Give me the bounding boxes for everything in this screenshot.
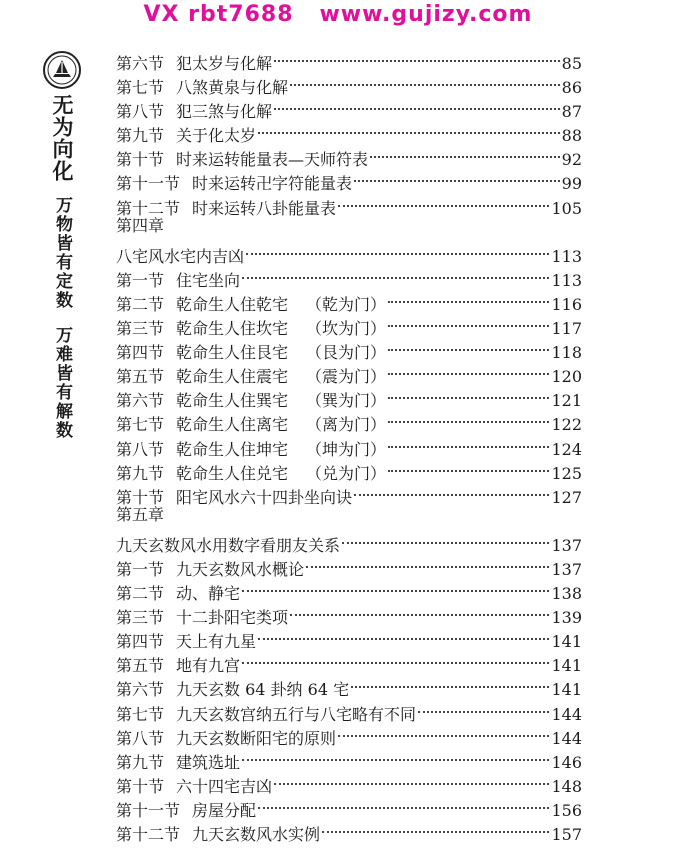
watermark: VX rbt7688 www.gujizy.com: [143, 2, 533, 27]
dot-leader: [290, 599, 549, 623]
section-title: 地有九宫: [176, 656, 241, 676]
section-number: 第六节: [116, 680, 165, 700]
page-number: 137: [551, 559, 582, 579]
section-number: 第十节: [116, 150, 165, 170]
emblem-icon: [42, 50, 82, 90]
section-title: 乾命生人住乾宅: [176, 294, 289, 314]
page-number: 118: [551, 343, 582, 363]
section-number: 第八节: [116, 728, 165, 748]
page-number: 120: [551, 367, 582, 387]
dot-leader: [354, 165, 560, 189]
section-title: 房屋分配: [192, 800, 257, 820]
page-number: 105: [551, 198, 582, 218]
section-number: 第七节: [116, 704, 165, 724]
section-title: 关于化太岁: [176, 126, 257, 146]
section-number: 第六节: [116, 54, 165, 73]
dot-leader: [388, 310, 549, 334]
dot-leader: [290, 69, 560, 93]
section-title: 九天玄数风水概论: [176, 559, 305, 579]
page-number: 113: [551, 270, 582, 290]
section-number: 第九节: [116, 752, 165, 772]
series-title: 无为向化: [50, 94, 74, 182]
dot-leader: [274, 768, 549, 792]
page-number: 138: [551, 584, 582, 604]
page-number: 141: [551, 680, 582, 700]
dot-leader: [322, 816, 549, 840]
page-number: 156: [551, 800, 582, 820]
page-number: 146: [551, 752, 582, 772]
toc-entry: [116, 214, 582, 238]
section-number: 第七节: [116, 415, 165, 435]
page-number: 125: [551, 463, 582, 483]
section-number: 第十二节: [116, 198, 181, 218]
section-note: （坎为门）: [306, 319, 387, 339]
sidebar: [40, 50, 84, 440]
dot-leader: [388, 382, 549, 406]
dot-leader: [242, 575, 549, 599]
section-note: （震为门）: [306, 367, 387, 387]
dot-leader: [388, 358, 549, 382]
page-number: 117: [551, 319, 582, 339]
section-number: 第五节: [116, 367, 165, 387]
motto-1: 万物皆有定数: [52, 196, 72, 310]
page-number: 87: [561, 102, 582, 122]
dot-leader: [388, 334, 549, 358]
dot-leader: [351, 671, 549, 695]
dot-leader: [370, 141, 560, 165]
section-title: 乾命生人住兑宅: [176, 463, 289, 483]
section-number: 第八节: [116, 102, 165, 122]
page-number: 144: [551, 728, 582, 748]
section-note: （艮为门）: [306, 343, 387, 363]
section-number: 第十节: [116, 487, 165, 507]
section-number: 第十节: [116, 776, 165, 796]
section-title: 犯太岁与化解: [176, 54, 273, 73]
dot-leader: [258, 117, 560, 141]
section-title: 阳宅风水六十四卦坐向诀: [176, 487, 353, 507]
page-number: 85: [561, 54, 582, 73]
section-number: 第二节: [116, 294, 165, 314]
section-title: 住宅坐向: [176, 270, 241, 290]
table-of-contents: [116, 45, 582, 844]
section-number: 第十二节: [116, 825, 181, 844]
dot-leader: [418, 696, 549, 720]
section-note: （兑为门）: [306, 463, 387, 483]
page-number: 121: [551, 391, 582, 411]
dot-leader: [274, 45, 560, 69]
page-number: 124: [551, 439, 582, 459]
chapter-title: 八宅风水宅内吉凶: [116, 246, 245, 266]
section-number: 第二节: [116, 584, 165, 604]
section-title: 时来运转八卦能量表: [192, 198, 337, 218]
section-number: 第三节: [116, 608, 165, 628]
page-number: 148: [551, 776, 582, 796]
dot-leader: [342, 527, 549, 551]
toc-entry: [116, 527, 582, 555]
section-title: 九天玄数风水实例: [192, 825, 321, 844]
section-title: 犯三煞与化解: [176, 102, 273, 122]
chapter-title: 第四章: [116, 215, 165, 235]
section-number: 第五节: [116, 656, 165, 676]
section-number: 第九节: [116, 463, 165, 483]
section-note: （乾为门）: [306, 294, 387, 314]
page-number: 86: [561, 78, 582, 98]
dot-leader: [242, 262, 549, 286]
dot-leader: [274, 93, 560, 117]
section-number: 第八节: [116, 439, 165, 459]
section-number: 第一节: [116, 559, 165, 579]
section-title: 时来运转卍字符能量表: [192, 174, 353, 194]
section-title: 乾命生人住离宅: [176, 415, 289, 435]
section-title: 建筑选址: [176, 752, 241, 772]
section-title: 十二卦阳宅类项: [176, 608, 289, 628]
section-title: 时来运转能量表—天师符表: [176, 150, 369, 170]
section-title: 乾命生人住震宅: [176, 367, 289, 387]
dot-leader: [338, 720, 549, 744]
toc-entry: [116, 45, 582, 73]
chapter-title: 第五章: [116, 504, 165, 524]
section-title: 乾命生人住艮宅: [176, 343, 289, 363]
section-number: 第四节: [116, 343, 165, 363]
page-number: 141: [551, 656, 582, 676]
page-number: 122: [551, 415, 582, 435]
dot-leader: [354, 479, 549, 503]
dot-leader: [258, 623, 549, 647]
section-title: 九天玄数断阳宅的原则: [176, 728, 337, 748]
section-note: （巽为门）: [306, 391, 387, 411]
section-title: 九天玄数 64 卦纳 64 宅: [176, 680, 350, 700]
section-number: 第十一节: [116, 800, 181, 820]
page-number: 127: [551, 487, 582, 507]
page-number: 157: [551, 825, 582, 844]
page-number: 99: [561, 174, 582, 194]
section-title: 天上有九星: [176, 632, 257, 652]
section-note: （坤为门）: [306, 439, 387, 459]
section-title: 九天玄数宫纳五行与八宅略有不同: [176, 704, 417, 724]
page-number: 139: [551, 608, 582, 628]
section-number: 第一节: [116, 270, 165, 290]
toc-entry: [116, 190, 582, 218]
dot-leader: [338, 190, 549, 214]
section-title: 乾命生人住坤宅: [176, 439, 289, 459]
dot-leader: [388, 286, 549, 310]
dot-leader: [388, 406, 549, 430]
dot-leader: [242, 744, 549, 768]
section-title: 八煞黄泉与化解: [176, 78, 289, 98]
page-number: 88: [561, 126, 582, 146]
dot-leader: [306, 551, 549, 575]
toc-entry: [116, 816, 582, 844]
page-number: 92: [561, 150, 582, 170]
section-title: 乾命生人住巽宅: [176, 391, 289, 411]
section-title: 乾命生人住坎宅: [176, 319, 289, 339]
page-number: 113: [551, 246, 582, 266]
page-number: 144: [551, 704, 582, 724]
section-number: 第十一节: [116, 174, 181, 194]
page-number: 137: [551, 535, 582, 555]
section-number: 第九节: [116, 126, 165, 146]
section-number: 第七节: [116, 78, 165, 98]
toc-entry: [116, 238, 582, 266]
page-number: 116: [551, 294, 582, 314]
dot-leader: [242, 647, 549, 671]
section-title: 动、静宅: [176, 584, 241, 604]
section-number: 第四节: [116, 632, 165, 652]
motto-2: 万难皆有解数: [52, 326, 72, 440]
dot-leader: [258, 792, 549, 816]
section-number: 第三节: [116, 319, 165, 339]
section-number: 第六节: [116, 391, 165, 411]
dot-leader: [388, 455, 549, 479]
page-number: 141: [551, 632, 582, 652]
dot-leader: [388, 431, 549, 455]
section-title: 六十四宅吉凶: [176, 776, 273, 796]
chapter-title: 九天玄数风水用数字看朋友关系: [116, 535, 341, 555]
dot-leader: [246, 238, 549, 262]
section-note: （离为门）: [306, 415, 387, 435]
